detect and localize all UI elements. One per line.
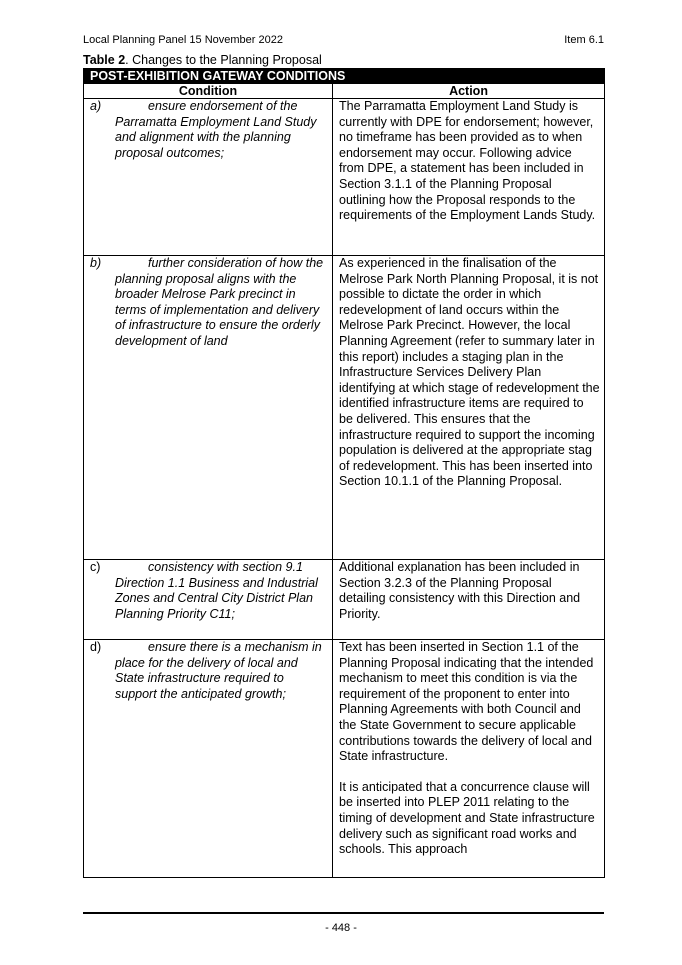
header-meeting: Local Planning Panel 15 November 2022 (83, 34, 283, 46)
action-cell (333, 256, 605, 560)
row-marker: d) (90, 640, 102, 654)
header-item: Item 6.1 (564, 34, 604, 46)
condition-text: consistency with section 9.1 Direction 1.1 Business and Industrial Zones and Central City District Plan Planning Priority C11; (115, 560, 318, 621)
col-header-action: Action (333, 84, 605, 99)
row-marker: a) (90, 99, 102, 113)
condition-text: ensure there is a mechanism in place for the delivery of local and State infrastructure required to support the anticipated growth; (115, 640, 322, 701)
table-band: POST-EXHIBITION GATEWAY CONDITIONS (84, 69, 605, 84)
action-text: It is anticipated that a concurrence clause will be inserted into PLEP 2011 relating to the timing of development and State infrastructure delivery such as significant road works and schools. This approach (339, 779, 595, 857)
band-row (84, 69, 605, 84)
condition-text: further consideration of how the planning proposal aligns with the broader Melrose Park precinct in terms of implementation and delivery of infrastructure to ensure the orderly development of land (115, 256, 324, 348)
condition-cell (84, 560, 333, 640)
table-row (84, 560, 605, 640)
caption-label: Table 2 (83, 53, 126, 67)
changes-table (83, 68, 605, 878)
action-cell (333, 640, 605, 878)
table-caption (83, 53, 322, 67)
caption-text: . Changes to the Planning Proposal (125, 53, 322, 67)
condition-cell (84, 640, 333, 878)
footer-rule (83, 912, 604, 914)
header-row (84, 84, 605, 99)
table-row (84, 256, 605, 560)
table-row (84, 99, 605, 256)
action-cell (333, 99, 605, 256)
row-marker: b) (90, 256, 102, 270)
table-row (84, 640, 605, 878)
page-number: - 448 - (325, 922, 357, 934)
action-text: As experienced in the finalisation of the Melrose Park North Planning Proposal, it is not possible to dictate the order in which redevelopment of land occurs within the Melrose Park Precinct. However, the local Planning Agreement (refer to summary later in this report) includes a staging plan in the Infrastructure Services Delivery Plan identifying at which stage of redevelopment the identified infrastructure items are required to be delivered. This ensures that the infrastructure required to support the incoming population is delivered at the appropriate stag of redevelopment. This has been inserted into Section 10.1.1 of the Planning Proposal. (339, 256, 600, 489)
action-cell (333, 560, 605, 640)
condition-text: ensure endorsement of the Parramatta Employment Land Study and alignment with the planning proposal outcomes; (115, 99, 317, 160)
action-text: The Parramatta Employment Land Study is currently with DPE for endorsement; however, no timeframe has been provided as to when endorsement may occur. Following advice from DPE, a statement has been included in Section 3.1.1 of the Planning Proposal outlining how the Proposal responds to the requirements of the Employment Lands Study. (339, 99, 596, 223)
condition-cell (84, 99, 333, 256)
condition-cell (84, 256, 333, 560)
col-header-condition: Condition (84, 84, 333, 99)
page-header (83, 34, 604, 46)
row-marker: c) (90, 560, 101, 574)
action-text: Additional explanation has been included in Section 3.2.3 of the Planning Proposal detailing consistency with this Direction and Priority. (339, 560, 581, 621)
action-text: Text has been inserted in Section 1.1 of the Planning Proposal indicating that the intended mechanism to meet this condition is via the requirement of the proponent to enter into Planning Agreements with both Council and the State Government to secure applicable contributions towards the delivery of local and State infrastructure. (339, 640, 594, 764)
